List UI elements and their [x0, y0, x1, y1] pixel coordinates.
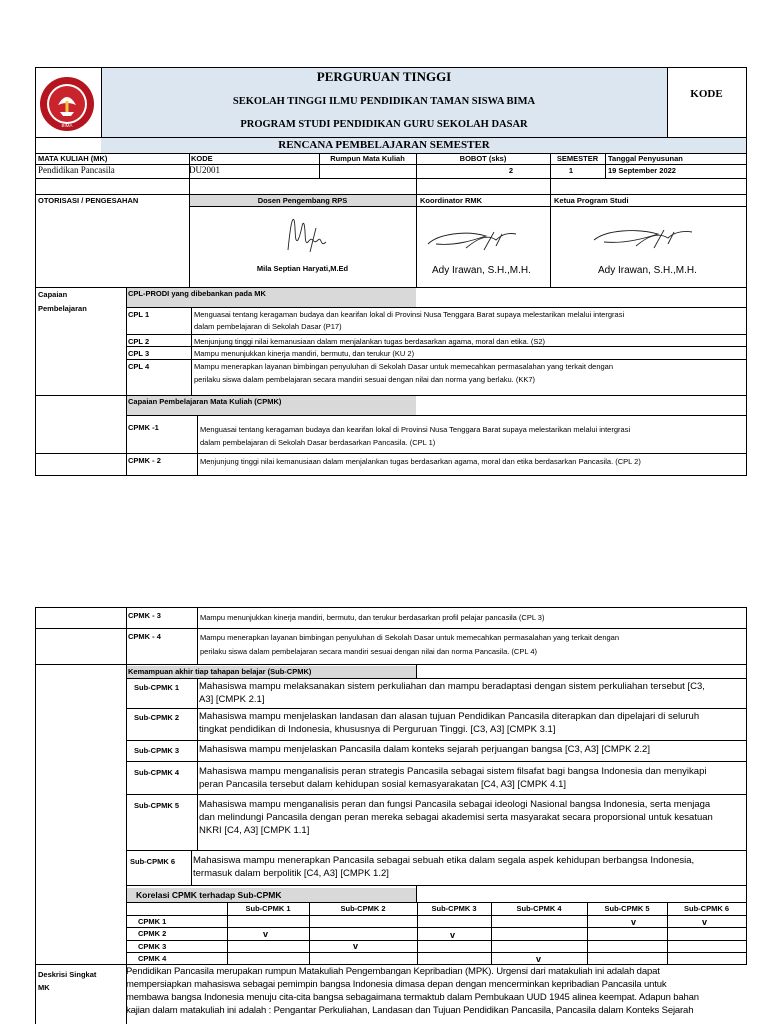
deskripsi-line-1: Pendidikan Pancasila merupakan rumpun Matakuliah Pengembangan Kepribadian (MPK). Urgensi dari matakuliah ini adalah dapat — [126, 966, 660, 977]
korelasi-row-cpmk-4: CPMK 4 — [138, 954, 167, 963]
cpmk-3-text: Mampu menunjukkan kinerja mandiri, bermutu, dan terukur berdasarkan profil pelajar pancasila (CPL 3) — [200, 613, 545, 622]
koordinator-label: Koordinator RMK — [420, 196, 483, 205]
korelasi-row-cpmk-1: CPMK 1 — [138, 917, 167, 926]
subcpmk-header: Kemampuan akhir tiap tahapan belajar (Sub-CPMK) — [128, 667, 312, 676]
cpl-4-code: CPL 4 — [128, 362, 150, 371]
capaian-label-1: Capaian — [38, 290, 68, 299]
cpmk-1-text-2: dalam pembelajaran di Sekolah Dasar berdasarkan Pancasila. (CPL 1) — [200, 438, 436, 447]
check-mark-cpmk2-sub3: v — [450, 930, 456, 940]
deskripsi-line-2: mempersiapkan mahasiswa sebagai pemimpin bangsa Indonesia dimasa depan dengan mencerminkan kepribadian Pancasila untuk — [126, 979, 667, 990]
deskripsi-line-3: membawa bangsa Indonesia menuju cita-cita bangsa sebagaimana termaktub dalam Pembukaan UUD 1945 alinea keempat. Adapun bahan — [126, 992, 699, 1003]
subcpmk-6-line-2: termasuk dalam berpolitik [C4, A3] [CMPK 1.2] — [193, 868, 389, 879]
cpl-2-code: CPL 2 — [128, 337, 150, 346]
check-mark-cpmk4-sub4: v — [536, 954, 542, 964]
kode-header: KODE — [690, 88, 723, 100]
kaprodi-signature — [592, 222, 698, 252]
korelasi-col-4: Sub-CPMK 4 — [516, 904, 562, 913]
subcpmk-2-line-1: Mahasiswa mampu menjelaskan landasan dan alasan tujuan Pendidikan Pancasila diterapkan dan dipelajari di seluruh — [199, 711, 700, 722]
cpl-1-text-2: dalam pembelajaran di Sekolah Dasar (P17) — [194, 322, 342, 331]
deskripsi-line-4: kajian dalam matakuliah ini adalah : Pengantar Perkuliahan, Landasan dan Tujuan Pendidikan Pancasila, Pancasila dalam Konteks Sejarah — [126, 1005, 694, 1016]
authorization-label: OTORISASI / PENGESAHAN — [38, 196, 139, 205]
subcpmk-3-code: Sub-CPMK 3 — [134, 746, 179, 755]
program-name: PROGRAM STUDI PENDIDIKAN GURU SEKOLAH DASAR — [240, 119, 528, 130]
course-bobot: 2 — [508, 166, 514, 175]
course-header-kode: KODE — [191, 154, 213, 163]
subcpmk-1-line-1: Mahasiswa mampu melaksanakan sistem perkuliahan dan mampu beradaptasi dengan sistem perkuliahan tersebut [C3, — [199, 681, 705, 692]
check-mark-cpmk1-sub5: v — [631, 917, 637, 927]
cpl-header: CPL-PRODI yang dibebankan pada MK — [128, 289, 266, 298]
course-header-date: Tanggal Penyusunan — [608, 154, 683, 163]
course-semester: 1 — [568, 166, 573, 175]
subcpmk-2-line-2: tingkat pendidikan di Indonesia, khususnya di Perguruan Tinggi. [C3, A3] [CMPK 3.1] — [199, 724, 556, 735]
institution-title: PERGURUAN TINGGI — [316, 69, 452, 84]
check-mark-cpmk2-sub1: v — [263, 929, 269, 939]
cpl-1-text: Menguasai tentang keragaman budaya dan kearifan lokal di Provinsi Nusa Tenggara Barat supaya melestarikan melalui intergrasi — [194, 310, 625, 319]
course-header-bobot: BOBOT (sks) — [459, 154, 507, 163]
cpmk-4-text: Mampu menerapkan layanan bimbingan penyuluhan di Sekolah Dasar untuk memecahkan permasalahan yang terkait dengan — [200, 633, 620, 642]
koordinator-signature — [426, 224, 522, 254]
cpmk-1-code: CPMK -1 — [128, 423, 159, 432]
cpmk-1-text: Menguasai tentang keragaman budaya dan kearifan lokal di Provinsi Nusa Tenggara Barat supaya melestarikan melalui intergrasi — [200, 425, 631, 434]
subcpmk-3-line-1: Mahasiswa mampu menjelaskan Pancasila dalam konteks sejarah perjuangan bangsa [C3, A3] [CMPK 2.2] — [199, 744, 650, 755]
korelasi-col-2: Sub-CPMK 2 — [340, 904, 386, 913]
course-date: 19 September 2022 — [608, 166, 676, 175]
kode-background — [667, 67, 746, 137]
cpmk-2-code: CPMK - 2 — [128, 456, 161, 465]
capaian-label-2: Pembelajaran — [38, 304, 87, 313]
cpmk-header: Capaian Pembelajaran Mata Kuliah (CPMK) — [128, 397, 282, 406]
course-header-rumpun: Rumpun Mata Kuliah — [330, 154, 405, 163]
course-code: DU2001 — [189, 165, 220, 175]
school-name: SEKOLAH TINGGI ILMU PENDIDIKAN TAMAN SISWA BIMA — [232, 96, 536, 107]
subcpmk-5-line-1: Mahasiswa mampu menganalisis peran dan fungsi Pancasila sebagai ideologi Nasional bangsa Indonesia, serta menjaga — [199, 799, 711, 810]
kaprodi-label: Ketua Program Studi — [554, 196, 629, 205]
institution-logo — [38, 75, 96, 133]
subcpmk-4-code: Sub-CPMK 4 — [134, 768, 179, 777]
cpl-2-text: Menjunjung tinggi nilai kemanusiaan dalam menjalankan tugas berdasarkan agama, moral dan etika. (S2) — [194, 337, 546, 346]
cpmk-4-text-2: perilaku siswa dalam pembelajaran secara mandiri sesuai dengan nilai dan norma Pancasila. (CPL 4) — [200, 647, 537, 656]
check-mark-cpmk3-sub2: v — [353, 941, 359, 951]
korelasi-row-cpmk-3: CPMK 3 — [138, 942, 167, 951]
dosen-signature — [284, 210, 334, 258]
cpl-4-text-2: perilaku siswa dalam pembelajaran secara mandiri sesuai dengan nilai dan norma yang berlaku. (KK7) — [194, 375, 536, 384]
subcpmk-5-code: Sub-CPMK 5 — [134, 801, 179, 810]
subcpmk-4-line-1: Mahasiswa mampu menganalisis peran strategis Pancasila sebagai sistem filsafat bagi bangsa Indonesia dan menyikapi — [199, 766, 707, 777]
subcpmk-5-line-3: NKRI [C4, A3] [CMPK 1.1] — [199, 825, 310, 836]
koordinator-name: Ady Irawan, S.H.,M.H. — [432, 265, 531, 276]
document-title: RENCANA PEMBELAJARAN SEMESTER — [278, 139, 490, 151]
cpl-3-text: Mampu menunjukkan kinerja mandiri, bermutu, dan terukur (KU 2) — [194, 349, 415, 358]
korelasi-header: Korelasi CPMK terhadap Sub-CPMK — [136, 890, 282, 900]
course-header-mk: MATA KULIAH (MK) — [38, 154, 108, 163]
korelasi-row-cpmk-2: CPMK 2 — [138, 929, 167, 938]
subcpmk-6-line-1: Mahasiswa mampu menerapkan Pancasila sebagai sebuah etika dalam segala aspek kehidupan berbangsa Indonesia, — [193, 855, 695, 866]
deskripsi-label-2: MK — [38, 983, 50, 992]
deskripsi-label-1: Deskrisi Singkat — [38, 970, 97, 979]
korelasi-col-1: Sub-CPMK 1 — [245, 904, 291, 913]
cpl-3-code: CPL 3 — [128, 349, 150, 358]
korelasi-col-3: Sub-CPMK 3 — [431, 904, 477, 913]
course-header-semester: SEMESTER — [556, 154, 599, 163]
dosen-name: Mila Septian Haryati,M.Ed — [256, 264, 349, 273]
cpmk-2-text: Menjunjung tinggi nilai kemanusiaan dalam menjalankan tugas berdasarkan agama, moral dan etika berdasarkan Pancasila. (CPL 2) — [200, 457, 641, 466]
cpl-1-code: CPL 1 — [128, 310, 150, 319]
check-mark-cpmk1-sub6: v — [702, 917, 708, 927]
cpmk-4-code: CPMK - 4 — [128, 632, 161, 641]
kaprodi-name: Ady Irawan, S.H.,M.H. — [598, 265, 697, 276]
subcpmk-4-line-2: peran Pancasila tersebut dalam kehidupan sosial kemasyarakatan [C4, A3] [CMPK 4.1] — [199, 779, 567, 790]
subcpmk-1-line-2: A3] [CMPK 2.1] — [199, 694, 265, 705]
korelasi-col-6: Sub-CPMK 6 — [684, 904, 729, 913]
korelasi-col-5: Sub-CPMK 5 — [604, 904, 650, 913]
subcpmk-2-code: Sub-CPMK 2 — [134, 713, 179, 722]
cpmk-3-code: CPMK - 3 — [128, 611, 161, 620]
dosen-pengembang-label: Dosen Pengembang RPS — [257, 196, 348, 205]
subcpmk-5-line-2: dan melindungi Pancasila dengan peran mereka sebagai akademisi serta masyarakat secara proporsional untuk kesatuan — [199, 812, 713, 823]
course-name: Pendidikan Pancasila — [38, 165, 115, 175]
logo-text: BIMA — [61, 123, 73, 128]
subcpmk-1-code: Sub-CPMK 1 — [134, 683, 179, 692]
cpl-4-text: Mampu menerapkan layanan bimbingan penyuluhan di Sekolah Dasar untuk memecahkan permasalahan yang terkait dengan — [194, 362, 614, 371]
subcpmk-6-code: Sub-CPMK 6 — [130, 857, 175, 866]
